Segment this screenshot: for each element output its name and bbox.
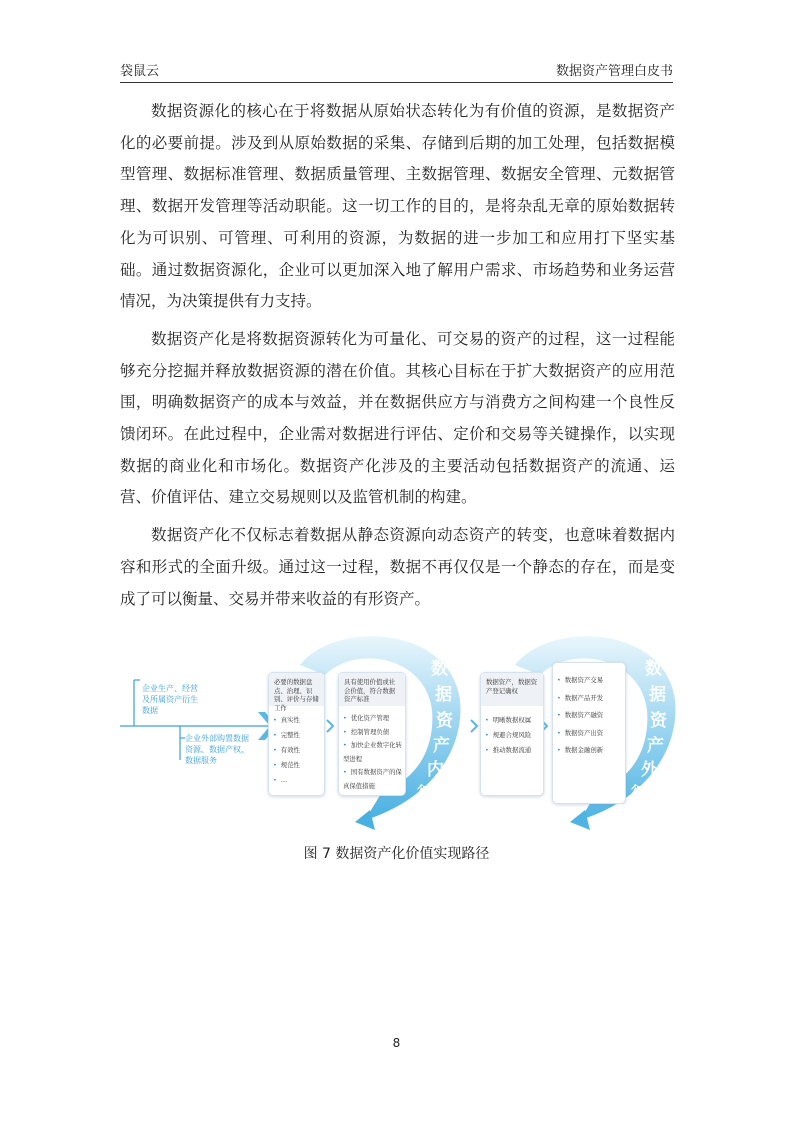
outer-cycle-char: 资 [650, 711, 667, 731]
paragraph-resource: 数据资源化的核心在于将数据从原始状态转化为有价值的资源，是数据资产化的必要前提。涉及到从原始数据的采集、存储到后期的加工处理，包括数据模型管理、数据标准管理、数据质量管理、主数据管理、数据安全管理、元数据管理、数据开发管理等活动职能。这一切工作的目的，是将杂乱无章的原始数据转化为可识别、可管理、可利用的资源，为数据的进一步加工和应用打下坚实基础。通过数据资源化，企业可以更加深入地了解用户需求、市场趋势和业务运营情况，为决策提供有力支持。 [120, 102, 675, 311]
stage-governance-title: 必要的数据盘点、治理、识别、评价与存储工作 [269, 673, 324, 706]
inner-cycle-char: 内 [427, 760, 444, 780]
stage-outputs-box [552, 662, 626, 804]
outer-cycle-char: 外 [641, 760, 658, 780]
inner-cycle-char: 循 [417, 784, 434, 804]
body-text [120, 96, 675, 621]
list-item: • 优化资产管理 [343, 712, 403, 726]
list-item: • 有效性 [273, 743, 322, 758]
stage-registration-list [485, 713, 541, 758]
source-external-data: 企业外部购置数据资源、数据产权、数据服务 [185, 734, 249, 765]
list-item: • 数据资产融资 [557, 707, 623, 725]
paragraph-assetization: 数据资产化是将数据资源转化为可量化、可交易的资产的过程，这一过程能够充分挖掘并释放数据资源的潜在价值。其核心目标在于扩大数据资产的应用范围，明确数据资产的成本与效益，并在数据供应方与消费方之间构建一个良性反馈闭环。在此过程中，企业需对数据进行评估、定价和交易等关键操作，以实现数据的商业化和市场化。数据资产化涉及的主要活动包括数据资产的流通、运营、价值评估、建立交易规则以及监管机制的构建。 [120, 329, 675, 507]
list-item: • 控制管理负债 [343, 726, 403, 740]
stage-registration-box [480, 672, 544, 796]
outer-cycle-char: 环 [615, 803, 632, 823]
inner-cycle-char: 环 [401, 803, 418, 823]
inner-cycle-char: 资 [436, 711, 453, 731]
outer-cycle-char: 循 [631, 784, 648, 804]
value-path-figure [120, 620, 680, 830]
list-item: • 推动数据流通 [485, 743, 541, 758]
figure-caption: 图 7 数据资产化价值实现路径 [303, 846, 490, 862]
inner-cycle-char: 数 [431, 659, 448, 679]
chevron-to-box2 [327, 720, 333, 732]
inner-cycle-char: 产 [433, 736, 450, 756]
list-item: • 完整性 [273, 728, 322, 743]
chevron-to-box3 [471, 720, 477, 732]
inner-cycle-char: 据 [435, 685, 452, 705]
list-item: • 数据金融创新 [557, 742, 623, 760]
stage-governance-box [268, 672, 325, 796]
stage-value-title: 具有使用价值或社会价值，符合数据资产标准 [339, 673, 405, 706]
stage-outputs-list [557, 672, 623, 760]
list-item: • 数据资产交易 [557, 672, 623, 690]
stage-governance-list [273, 713, 322, 788]
list-item: • 数据产品开发 [557, 690, 623, 708]
list-item: • … [273, 773, 322, 788]
list-item: • 真实性 [273, 713, 322, 728]
stage-registration-title: 数据资产，数据资产登记确权 [481, 673, 543, 706]
stage-value-box [338, 672, 406, 796]
list-item: • 国有数据资产的保真保值措施 [343, 766, 403, 793]
header-doc-title: 数据资产管理白皮书 [555, 64, 673, 79]
outer-cycle-char: 数 [645, 659, 662, 679]
header-brand: 袋鼠云 [120, 64, 160, 79]
page-number: 8 [392, 1036, 401, 1050]
stage-value-list [343, 712, 403, 793]
list-item: • 数据资产出资 [557, 725, 623, 743]
list-item: • 加快企业数字化转型进程 [343, 739, 403, 766]
list-item: • 规范性 [273, 758, 322, 773]
list-item: • 明晰数据权属 [485, 713, 541, 728]
outer-cycle-char: 产 [647, 736, 664, 756]
source-internal-data: 企业生产、经营及所属资产衍生数据 [142, 684, 198, 715]
paragraph-upgrade: 数据资产化不仅标志着数据从静态资源向动态资产的转变，也意味着数据内容和形式的全面升级。通过这一过程，数据不再仅仅是一个静态的存在，而是变成了可以衡量、交易并带来收益的有形资产。 [120, 526, 675, 608]
list-item: • 规避合规风险 [485, 728, 541, 743]
page-header [120, 58, 673, 83]
outer-cycle-char: 据 [649, 685, 666, 705]
